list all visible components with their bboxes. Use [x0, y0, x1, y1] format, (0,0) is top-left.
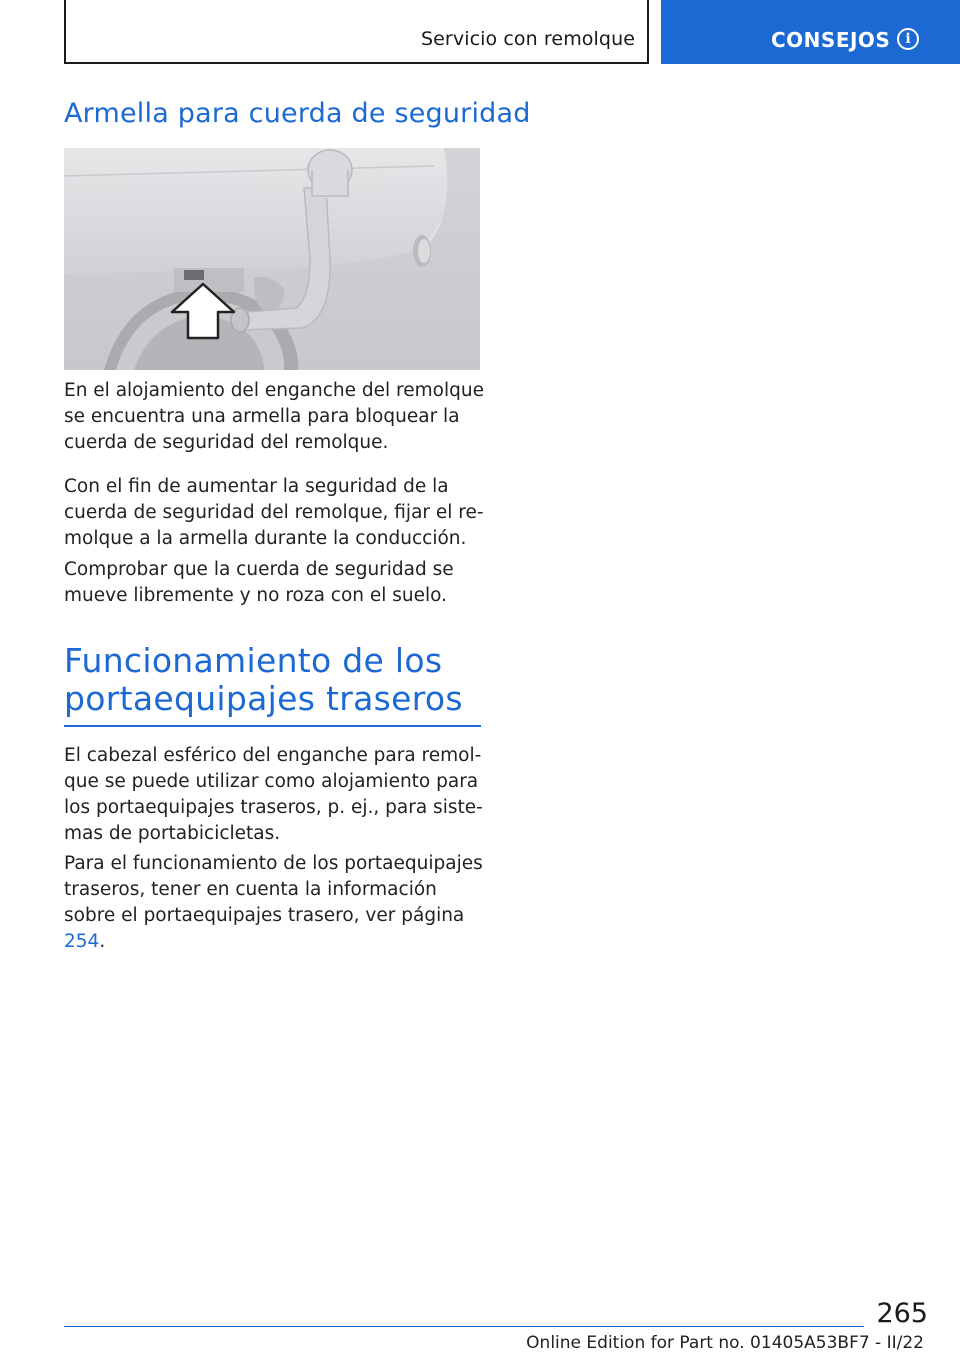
paragraph-text: Para el funcionamiento de los portaequipajes traseros, tener en cuenta la información sobre el portaequipajes trasero, ver página: [64, 853, 483, 926]
heading-rule: [64, 725, 481, 727]
page-link[interactable]: 254: [64, 931, 100, 952]
page-number: 265: [876, 1298, 928, 1329]
chapter-heading: Funcionamiento de los portaequipajes traseros: [64, 641, 463, 718]
paragraph-end: .: [99, 931, 106, 952]
tab-label: CONSEJOS: [771, 28, 891, 52]
paragraph: En el alojamiento del enganche del remolque se encuentra una armella para bloquear la cuerda de seguridad del remolque.: [64, 380, 484, 453]
section-heading: Armella para cuerda de seguridad: [64, 98, 531, 129]
info-icon[interactable]: i: [897, 28, 919, 50]
paragraph: El cabezal esférico del enganche para remolque se puede utilizar como alojamiento para los portaequipajes traseros, p. ej., para sistemas de portabicicletas.: [64, 745, 483, 844]
paragraph: Comprobar que la cuerda de seguridad se mueve libremente y no roza con el suelo.: [64, 559, 454, 606]
tow-hitch-illustration: [64, 148, 480, 370]
paragraph: Con el fin de aumentar la seguridad de la cuerda de seguridad del remolque, fijar el remolque a la armella durante la conducción.: [64, 476, 484, 549]
header-frame: [64, 0, 649, 64]
tab-consejos[interactable]: [661, 0, 960, 64]
paragraph: [64, 851, 484, 955]
section-label: Servicio con remolque: [420, 28, 635, 50]
edition-text: Online Edition for Part no. 01405A53BF7 - II/22: [526, 1333, 924, 1353]
footer-rule: [64, 1326, 864, 1327]
